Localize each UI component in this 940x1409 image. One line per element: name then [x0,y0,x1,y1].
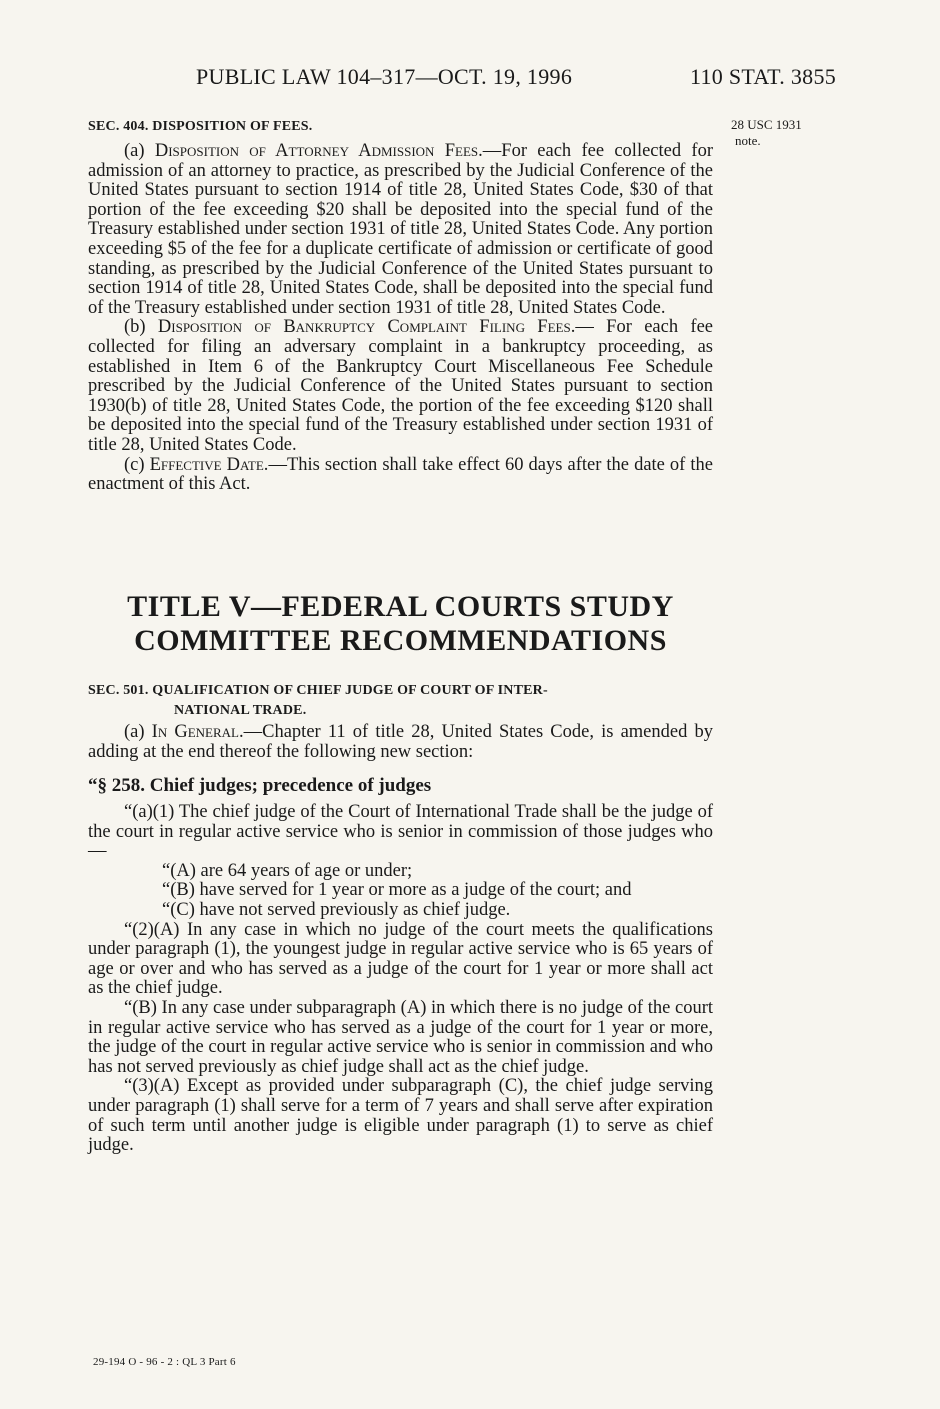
subsection-c-text: —This section shall take effect 60 days after the date of the enactment of this Act. [88,454,713,495]
subsection-a-label: (a) [124,141,155,161]
section-404-heading: SEC. 404. DISPOSITION OF FEES. [88,119,313,134]
section-501-heading-line2: NATIONAL TRADE. [174,702,307,718]
margin-note-line1: 28 USC 1931 [731,117,802,132]
section-501-heading-line1: SEC. 501. QUALIFICATION OF CHIEF JUDGE OF COURT OF INTER- [88,683,548,698]
title-line2: COMMITTEE RECOMMENDATIONS [134,624,667,657]
section-258-paragraph-3A: “(3)(A) Except as provided under subparagraph (C), the chief judge serving under paragraph (1) shall serve for a term of 7 years and shall serve after expiration of such term until another judge is eligible under paragraph (1) to serve as chief judge. [88,1076,713,1156]
subsection-b-label: (b) [124,317,158,338]
section-501-body [88,723,713,762]
section-258-paragraph-2B: “(B) In any case under subparagraph (A) in which there is no judge of the court in regular active service who has served as a judge of the court for 1 year or more, the judge of the court in regular active service who is senior in commission and who has not served previously as chief judge shall act as the chief judge. [88,997,713,1077]
section-258-item-A: “(A) are 64 years of age or under; [162,860,413,881]
subsection-a-caption: Disposition of Attorney Admission Fees. [154,141,483,161]
print-imprint: 29-194 O - 96 - 2 : QL 3 Part 6 [93,1356,236,1368]
section-258-body [88,803,713,1156]
subsection-a-text: —For each fee collected for admission of an attorney to practice, as prescribed by the Judicial Conference of the United States pursuant to section 1914 of title 28, United States Code, $30 of that portion of the fee exceeding $20 shall be deposited into the special fund of the Treasury established under section 1931 of title 28, United States Code. Any portion exceeding $5 of the fee for a duplicate certificate of admission or certificate of good standing, as prescribed by the Judicial Conference of the United States pursuant to section 1914 of title 28, United States Code, shall be deposited into the special fund of the Treasury established under section 1931 of title 28, United States Code. [88,141,713,318]
title-line1: TITLE V—FEDERAL COURTS STUDY [127,590,674,623]
section-258-a1: “(a)(1) The chief judge of the Court of International Trade shall be the judge of the court in regular active service who is senior in commission of those judges who— [88,802,713,862]
section-501-a-caption: In General. [151,722,244,742]
section-501-heading-block [88,681,713,720]
section-258-item-C: “(C) have not served previously as chief judge. [162,899,511,920]
section-501-subsection-a [88,723,713,762]
section-404-subsection-b [88,318,713,455]
section-404-subsection-a [88,142,713,318]
section-404-subsection-c [88,456,713,495]
subsection-c-label: (c) [124,454,150,475]
section-501-a-label: (a) [124,722,152,742]
statute-page-reference: 110 STAT. 3855 [690,64,837,89]
section-501-a-text: —Chapter 11 of title 28, United States Code, is amended by adding at the end thereof the following new section: [88,722,713,762]
subsection-b-caption: Disposition of Bankruptcy Complaint Filing Fees. [157,317,576,338]
subsection-b-text: — For each fee collected for filing an adversary complaint in a bankruptcy proceeding, as established in Item 6 of the Bankruptcy Court Miscellaneous Fee Schedule prescribed by the Judicial Conference of the United States pursuant to section 1930(b) of title 28, United States Code, the portion of the fee exceeding $120 shall be deposited into the special fund of the Treasury established under section 1931 of title 28, United States Code. [88,317,713,455]
subsection-c-caption: Effective Date. [149,454,269,475]
section-258-paragraph-2A: “(2)(A) In any case in which no judge of the court meets the qualifications under paragraph (1), the youngest judge in regular active service who is 65 years of age or over and who has served as a judge of the court for 1 year or more shall act as the chief judge. [88,919,713,999]
section-404-body [88,142,713,495]
section-258-heading: “§ 258. Chief judges; precedence of judges [88,775,432,796]
section-404-heading-block [88,117,713,137]
margin-note [731,117,841,149]
margin-note-line2: note. [735,133,761,148]
title-heading [88,590,713,658]
section-258-item-B: “(B) have served for 1 year or more as a judge of the court; and [162,880,632,901]
running-head: PUBLIC LAW 104–317—OCT. 19, 1996 [196,64,573,89]
